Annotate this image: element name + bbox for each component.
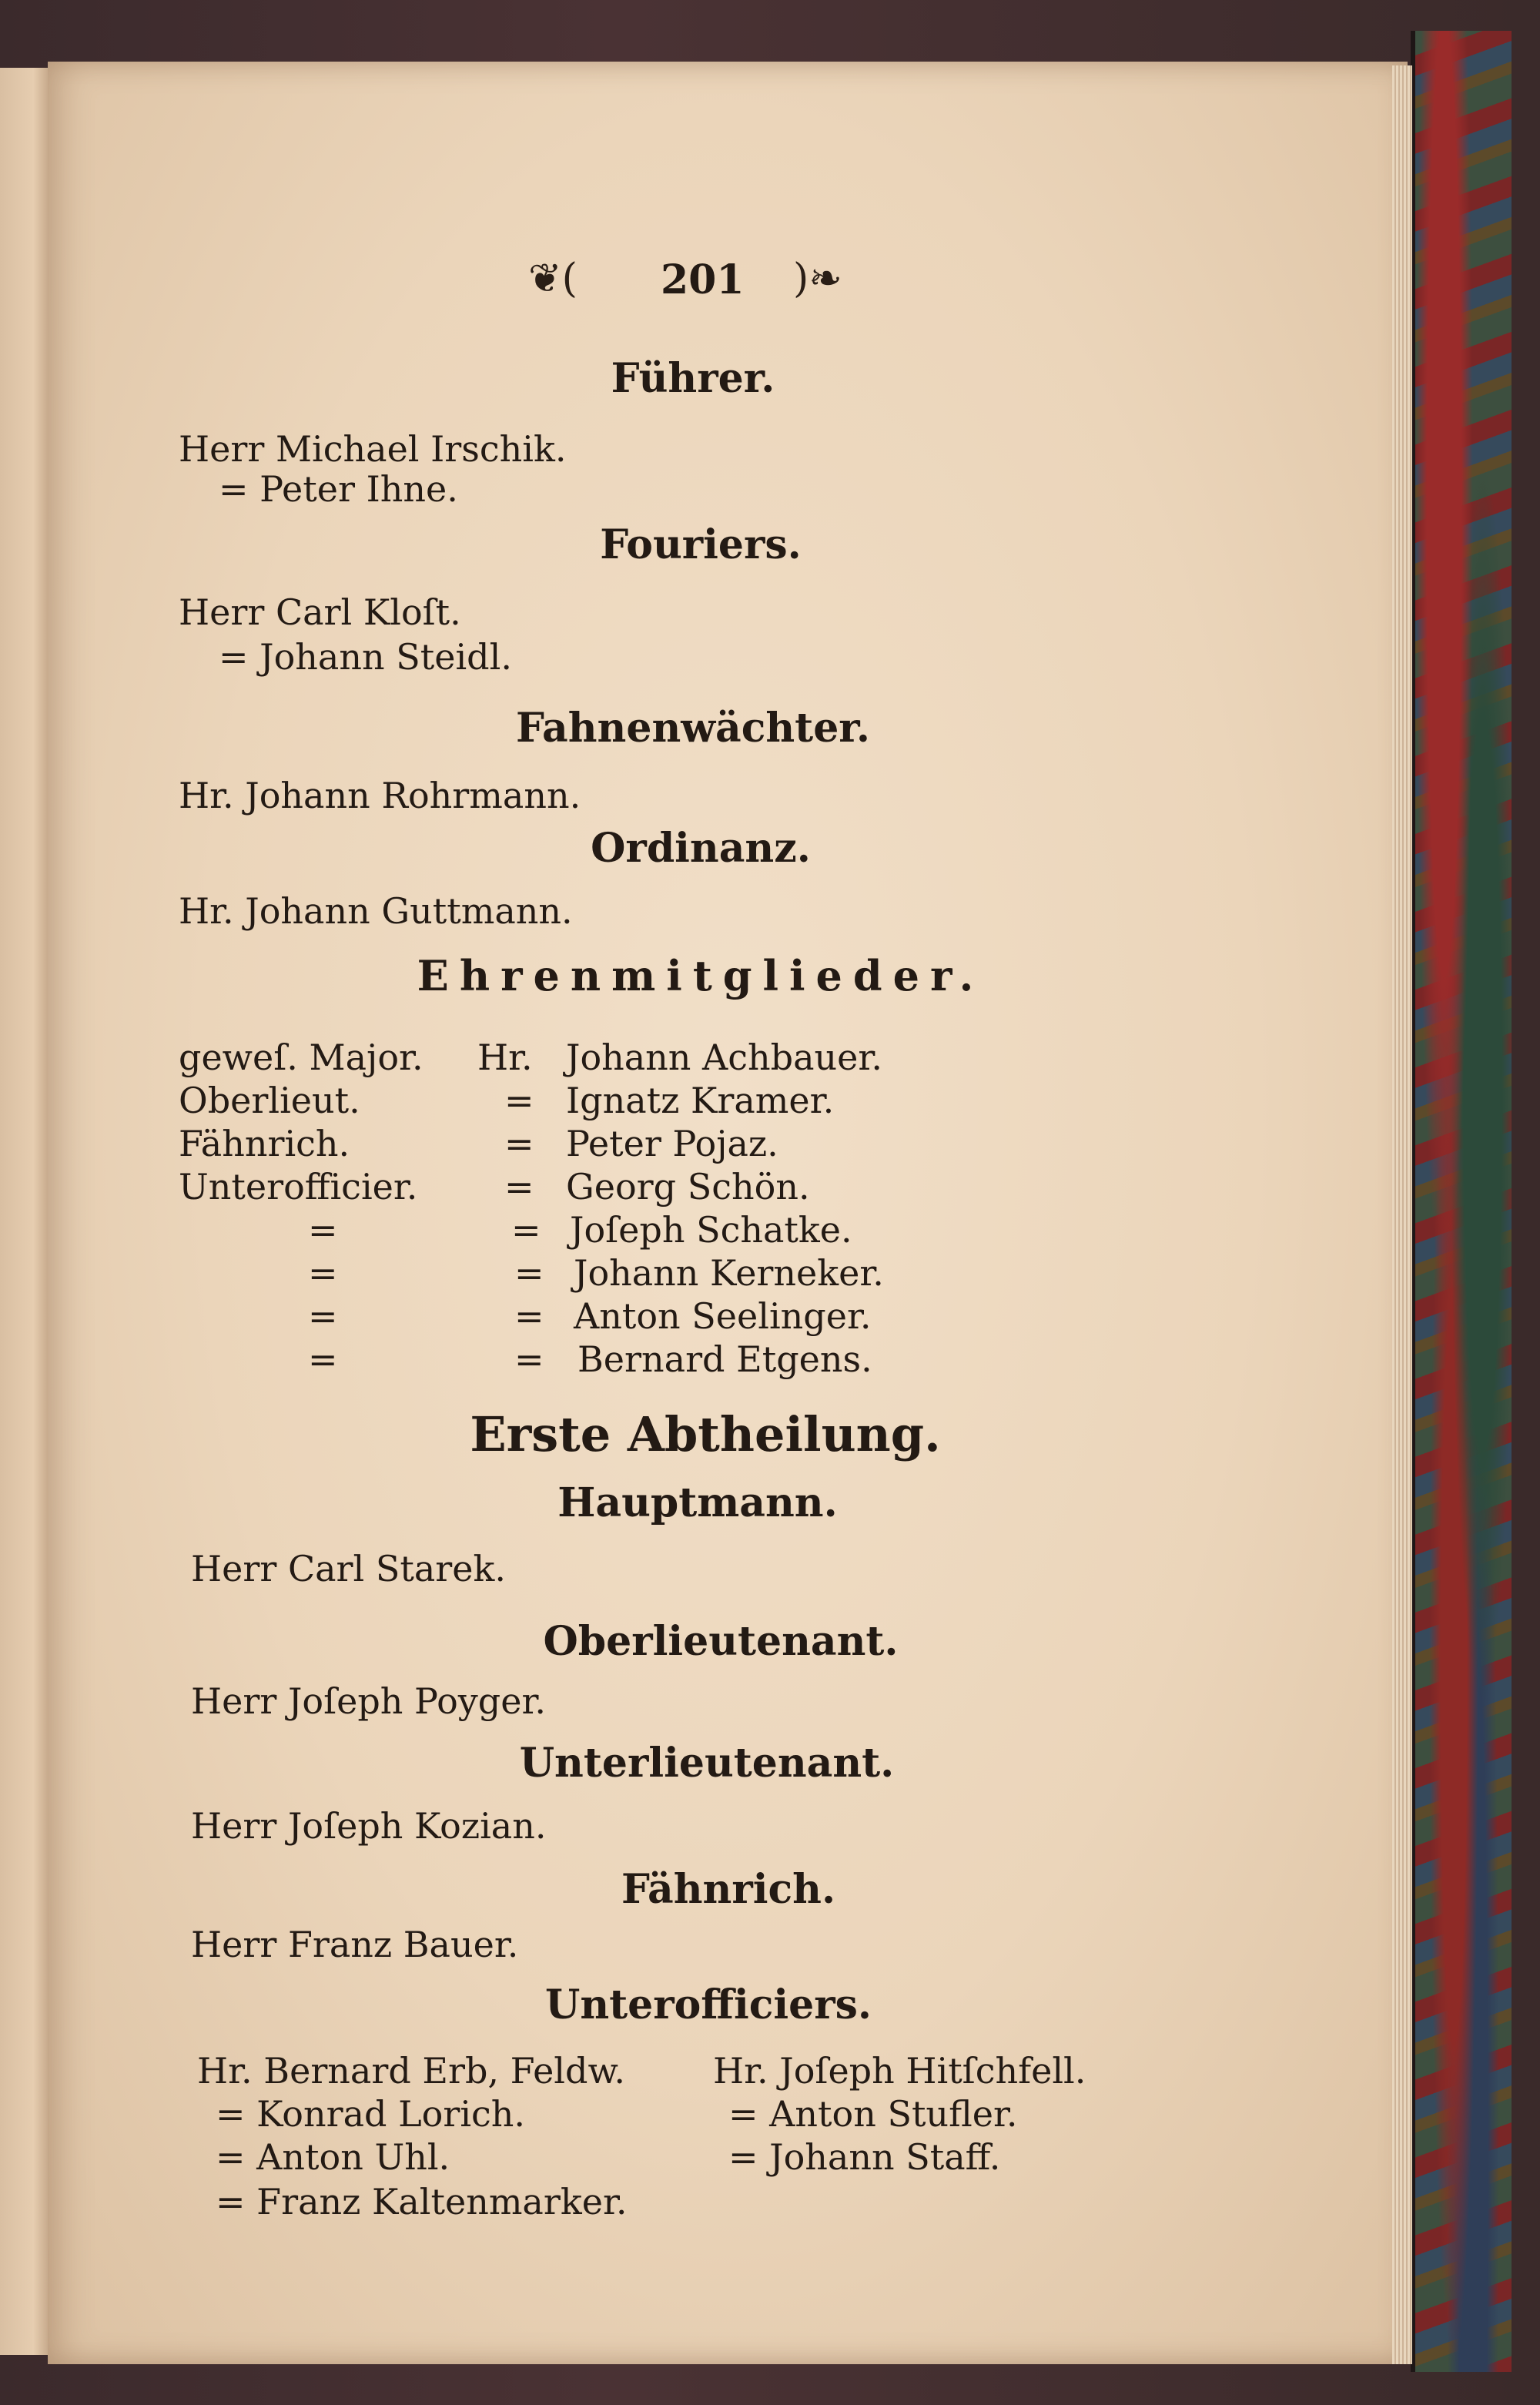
section-heading-erste-abtheilung: Erste Abtheilung. [470, 1406, 941, 1462]
section-heading-fuehrer: Führer. [611, 355, 775, 402]
hauptmann-name: Herr Carl Starek. [191, 1548, 507, 1589]
unterofficier-right: = Anton Stufler. [728, 2093, 1018, 2135]
ordinanz-name: Hr. Johann Guttmann. [179, 890, 573, 932]
section-heading-unterlieutenant: Unterlieutenant. [519, 1740, 895, 1787]
section-heading-oberlieutenant: Oberlieutenant. [543, 1618, 899, 1665]
honorary-rank: geweſ. Major. [179, 1037, 424, 1078]
marbled-edge [1411, 31, 1512, 2372]
section-heading-hauptmann: Hauptmann. [557, 1479, 838, 1526]
honorary-name: Joſeph Schatke. [570, 1209, 852, 1251]
section-heading-fahnenwaechter: Fahnenwächter. [515, 705, 871, 752]
fuehrer-line-2: = Peter Ihne. [219, 468, 458, 510]
honorary-rank: Unterofficier. [179, 1166, 418, 1208]
honorary-prefix: = [514, 1252, 544, 1294]
faehnrich-name: Herr Franz Bauer. [191, 1924, 519, 1965]
page-number: 201 [661, 256, 745, 303]
honorary-prefix: = [504, 1123, 534, 1164]
facing-page-edge [0, 68, 48, 2355]
honorary-prefix: = [514, 1295, 544, 1337]
honorary-prefix: = [504, 1166, 534, 1208]
honorary-name: Johann Achbauer. [566, 1037, 882, 1078]
fouriers-line-2: = Johann Steidl. [219, 636, 512, 678]
unterofficier-left: = Franz Kaltenmarker. [216, 2181, 628, 2222]
ornament-left: ❦( [528, 256, 578, 302]
honorary-name: Johann Kerneker. [574, 1252, 884, 1294]
section-heading-fouriers: Fouriers. [600, 521, 802, 568]
unterofficier-right: = Johann Staff. [728, 2136, 1001, 2178]
honorary-prefix: = [504, 1080, 534, 1121]
honorary-rank: = [308, 1252, 338, 1294]
honorary-name: Ignatz Kramer. [566, 1080, 835, 1121]
fouriers-line-1: Herr Carl Kloſt. [179, 591, 461, 633]
honorary-rank: = [308, 1209, 338, 1251]
honorary-name: Georg Schön. [566, 1166, 810, 1208]
honorary-rank: = [308, 1295, 338, 1337]
page-stack-edge [1392, 65, 1412, 2364]
unterofficier-left: Hr. Bernard Erb, Feldw. [197, 2050, 625, 2092]
section-heading-faehnrich: Fähnrich. [621, 1866, 836, 1913]
honorary-name: Anton Seelinger. [574, 1295, 872, 1337]
fuehrer-line-1: Herr Michael Irschik. [179, 428, 567, 470]
unterofficier-left: = Anton Uhl. [216, 2136, 450, 2178]
honorary-prefix: = [511, 1209, 541, 1251]
unterlieutenant-name: Herr Joſeph Kozian. [191, 1805, 547, 1847]
honorary-rank: Fähnrich. [179, 1123, 350, 1164]
section-heading-ehrenmitglieder: Ehrenmitglieder. [417, 951, 985, 1000]
honorary-rank: Oberlieut. [179, 1080, 360, 1121]
unterofficier-left: = Konrad Lorich. [216, 2093, 526, 2135]
unterofficier-right: Hr. Joſeph Hitſchfell. [713, 2050, 1086, 2092]
ornament-right: )❧ [793, 256, 842, 302]
fahnenwaechter-name: Hr. Johann Rohrmann. [179, 775, 581, 816]
honorary-prefix: = [514, 1338, 544, 1380]
section-heading-unterofficiers: Unterofficiers. [544, 1981, 872, 2028]
honorary-rank: = [308, 1338, 338, 1380]
honorary-prefix: Hr. [477, 1037, 533, 1078]
honorary-name: Bernard Etgens. [578, 1338, 872, 1380]
oberlieutenant-name: Herr Joſeph Poyger. [191, 1680, 547, 1722]
honorary-name: Peter Pojaz. [566, 1123, 778, 1164]
section-heading-ordinanz: Ordinanz. [591, 825, 811, 872]
